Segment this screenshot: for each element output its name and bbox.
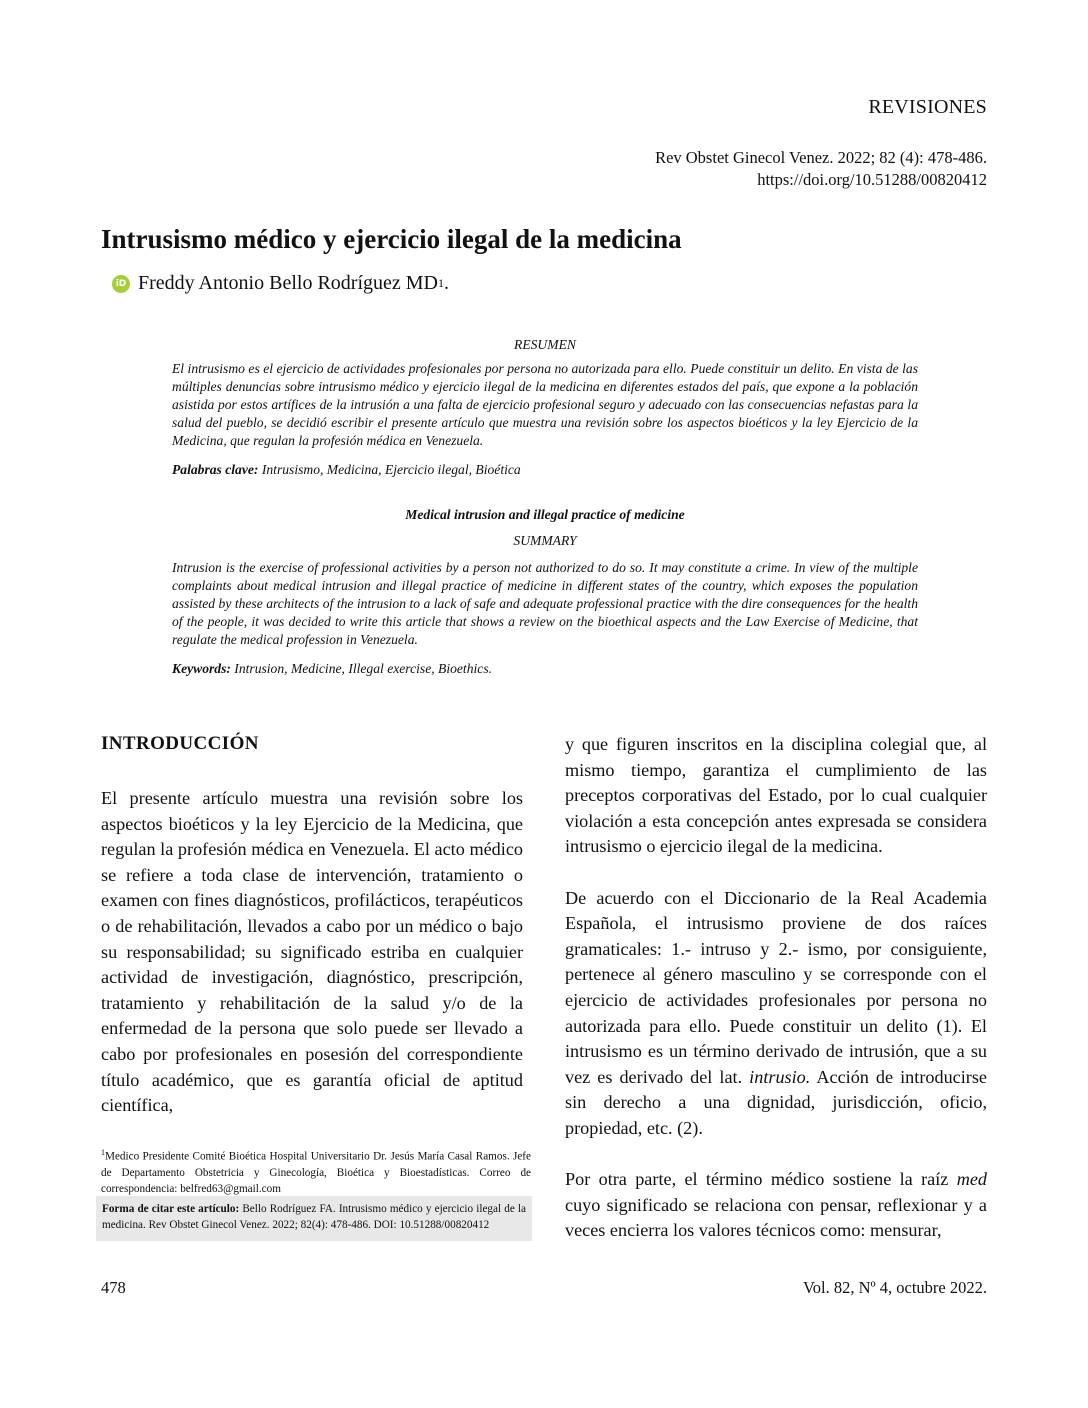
right-column: [565, 732, 987, 1244]
intro-paragraph-2: y que figuren inscritos en la disciplina colegial que, al mismo tiempo, garantiza el cumplimiento de las preceptos corporativas del Estado, por lo cual cualquier violación a esta concepción antes expresada se considera intrusismo o ejercicio ilegal de la medicina.: [565, 734, 987, 857]
cite-this-article-box: [96, 1196, 532, 1241]
summary-title: Medical intrusion and illegal practice of medicine: [405, 507, 685, 522]
cite-text: Bello Rodríguez FA. Intrusismo médico y ejercicio ilegal de la medicina. Rev Obstet Ginecol Venez. 2022; 82(4): 478-486. DOI: 10.51288/00820412: [102, 1203, 526, 1231]
doi-link[interactable]: https://doi.org/10.51288/00820412: [757, 170, 987, 189]
section-label: REVISIONES: [868, 96, 987, 118]
author-trailing: .: [443, 272, 449, 294]
footnote-text: Medico Presidente Comité Bioética Hospital Universitario Dr. Jesús María Casal Ramos. Jefe de Departamento Obstetricia y Ginecología, Bioética y Bioestadísticas. Correo de correspondencia: belfred63@gmail.com: [101, 1150, 531, 1195]
intro-paragraph-3: [565, 886, 987, 1142]
keywords: [172, 660, 918, 678]
para3-italic: intrusio.: [749, 1066, 811, 1087]
intro-paragraph-1: El presente artículo muestra una revisión sobre los aspectos bioéticos y la ley Ejercicio de la Medicina, que regulan la profesión médica en Venezuela. El acto médico se refiere a toda clase de intervención, tratamiento o examen con fines diagnósticos, profilácticos, terapéuticos o de rehabilitación, llevados a cabo por un médico o bajo su responsabilidad; su significado estriba en cualquier actividad de investigación, diagnóstico, prescripción, tratamiento y rehabilitación de la salud y/o de la enfermedad de la persona que solo puede ser llevado a cabo por profesionales en posesión del correspondiente título académico, que es garantía oficial de aptitud científica,: [101, 788, 523, 1116]
author-line: [112, 272, 449, 295]
citation-line: Rev Obstet Ginecol Venez. 2022; 82 (4): 478-486.: [655, 148, 987, 167]
keywords-label-en: Keywords:: [172, 661, 231, 676]
para3-text-b: Acción de introducirse sin derecho a una dignidad, jurisdicción, oficio, propiedad, etc. (2).: [565, 1066, 987, 1138]
para3-text-a: De acuerdo con el Diccionario de la Real Academia Española, el intrusismo proviene de dos raíces gramaticales: 1.- intruso y 2.- ismo, por consiguiente, pertenece al género masculino y se corresponde con el ejercicio de actividades profesionales por persona no autorizada para ello. Puede constituir un delito (1). El intrusismo es un término derivado de intrusión, que a su vez es derivado del lat.: [565, 887, 987, 1087]
summary-text: Intrusion is the exercise of professional activities by a person not authorized to do so. It may constitute a crime. In view of the multiple complaints about medical intrusion and illegal practice of medicine in different states of the country, which exposes the population assisted by these architects of the intrusion to a lack of safe and adequate professional practice with the dire consequences for the health of the people, it was decided to write this article that shows a review on the bioethical aspects and the Law Exercise of Medicine, that regulate the medical profession in Venezuela.: [172, 560, 918, 647]
resumen-heading: RESUMEN: [514, 337, 576, 352]
affiliation-mark: 1: [437, 276, 444, 290]
para4-text-a: Por otra parte, el término médico sostiene la raíz: [565, 1169, 957, 1190]
footnote: [101, 1145, 531, 1197]
resumen-text: El intrusismo es el ejercicio de actividades profesionales por persona no autorizada para ello. Puede constituir un delito. En vista de las múltiples denuncias sobre intrusismo médico y ejercicio ilegal de la medicina en diferentes estados del país, que expone a la población asistida por estos artífices de la intrusión a una falta de ejercicio profesional seguro y adecuado con las consecuencias nefastas para la salud del pueblo, se decidió escribir el presente artículo que muestra una revisión sobre los aspectos bioéticos y la ley Ejercicio de la Medicina, que regulan la profesión médica en Venezuela.: [172, 361, 918, 448]
keywords-en: Intrusion, Medicine, Illegal exercise, Bioethics.: [230, 661, 493, 676]
intro-heading: INTRODUCCIÓN: [101, 733, 259, 754]
intro-paragraph-4: [565, 1167, 987, 1244]
summary-heading: SUMMARY: [513, 533, 577, 548]
author-name: Freddy Antonio Bello Rodríguez MD: [138, 272, 438, 294]
para4-italic: med: [956, 1169, 987, 1190]
page-number: 478: [101, 1278, 126, 1297]
orcid-icon[interactable]: iD: [112, 275, 130, 293]
left-column: [101, 786, 523, 1119]
journal-citation: [655, 147, 987, 191]
footnote-mark: 1: [101, 1148, 105, 1157]
article-title: Intrusismo médico y ejercicio ilegal de la medicina: [101, 224, 682, 254]
palabras-clave: [172, 461, 918, 479]
issue-info: Vol. 82, Nº 4, octubre 2022.: [802, 1278, 987, 1297]
keywords-es: Intrusismo, Medicina, Ejercicio ilegal, Bioética: [258, 462, 521, 477]
keywords-label-es: Palabras clave:: [172, 462, 259, 477]
para4-text-b: cuyo significado se relaciona con pensar, reflexionar y a veces encierra los valores técnicos como: mensurar,: [565, 1194, 987, 1241]
cite-label: Forma de citar este artículo:: [102, 1203, 240, 1215]
